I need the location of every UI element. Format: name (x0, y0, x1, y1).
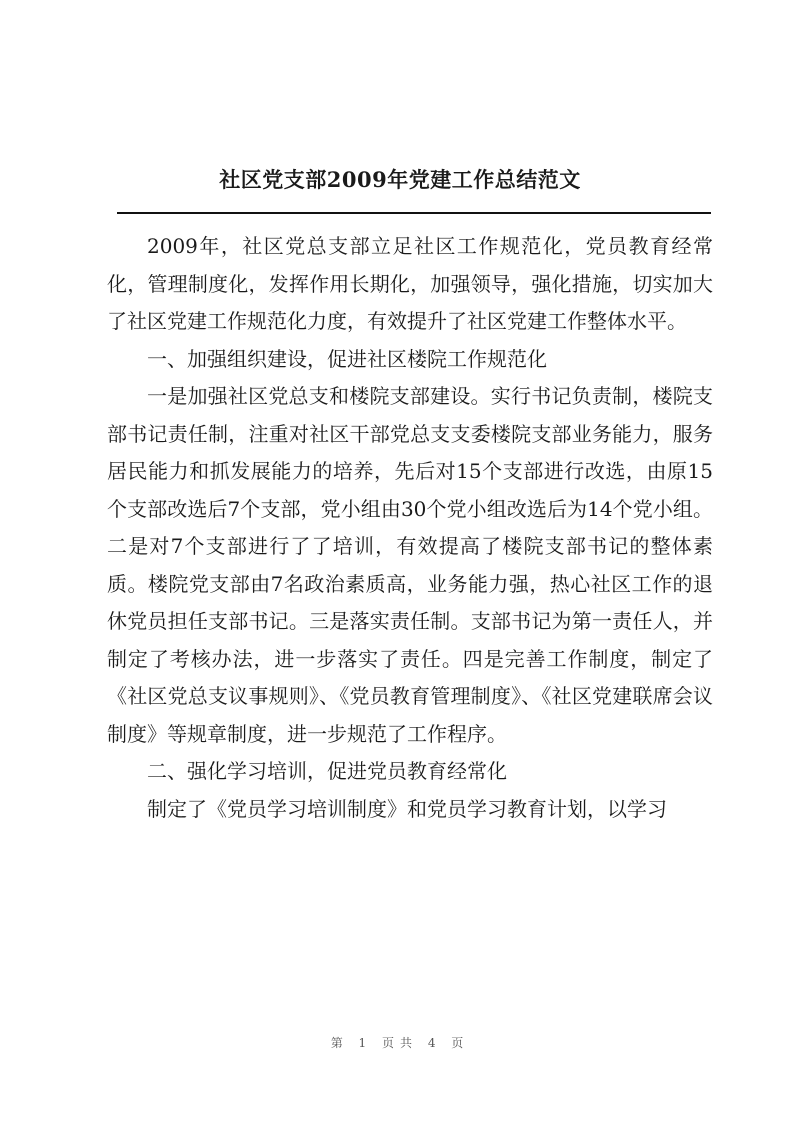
document-title: 社区党支部2009年党建工作总结范文 (219, 167, 581, 192)
document-body (107, 228, 713, 828)
section-heading-2: 二、强化学习培训，促进党员教育经常化 (147, 759, 507, 783)
title-divider (117, 212, 711, 214)
section-2-paragraph: 制定了《党员学习培训制度》和党员学习教育计划，以学习 (147, 796, 667, 821)
intro-paragraph: 2009年，社区党总支部立足社区工作规范化，党员教育经常化，管理制度化，发挥作用长期化，加强领导，强化措施，切实加大了社区党建工作规范化力度，有效提升了社区党建工作整体水平。 (107, 234, 713, 333)
section-1-paragraph: 一是加强社区党总支和楼院支部建设。实行书记负责制，楼院支部书记责任制，注重对社区干部党总支支委楼院支部业务能力，服务居民能力和抓发展能力的培养，先后对15个支部进行改选，由原15个支部改选后7个支部，党小组由30个党小组改选后为14个党小组。二是对7个支部进行了了培训，有效提高了楼院支部书记的整体素质。楼院党支部由7名政治素质高，业务能力强，热心社区工作的退休党员担任支部书记。三是落实责任制。支部书记为第一责任人，并制定了考核办法，进一步落实了责任。四是完善工作制度，制定了《社区党总支议事规则》、《党员教育管理制度》、《社区党建联席会议制度》等规章制度，进一步规范了工作程序。 (107, 384, 713, 746)
section-heading-1: 一、加强组织建设，促进社区楼院工作规范化 (147, 346, 547, 371)
page-footer: 第 1 页共 4 页 (330, 1036, 470, 1050)
